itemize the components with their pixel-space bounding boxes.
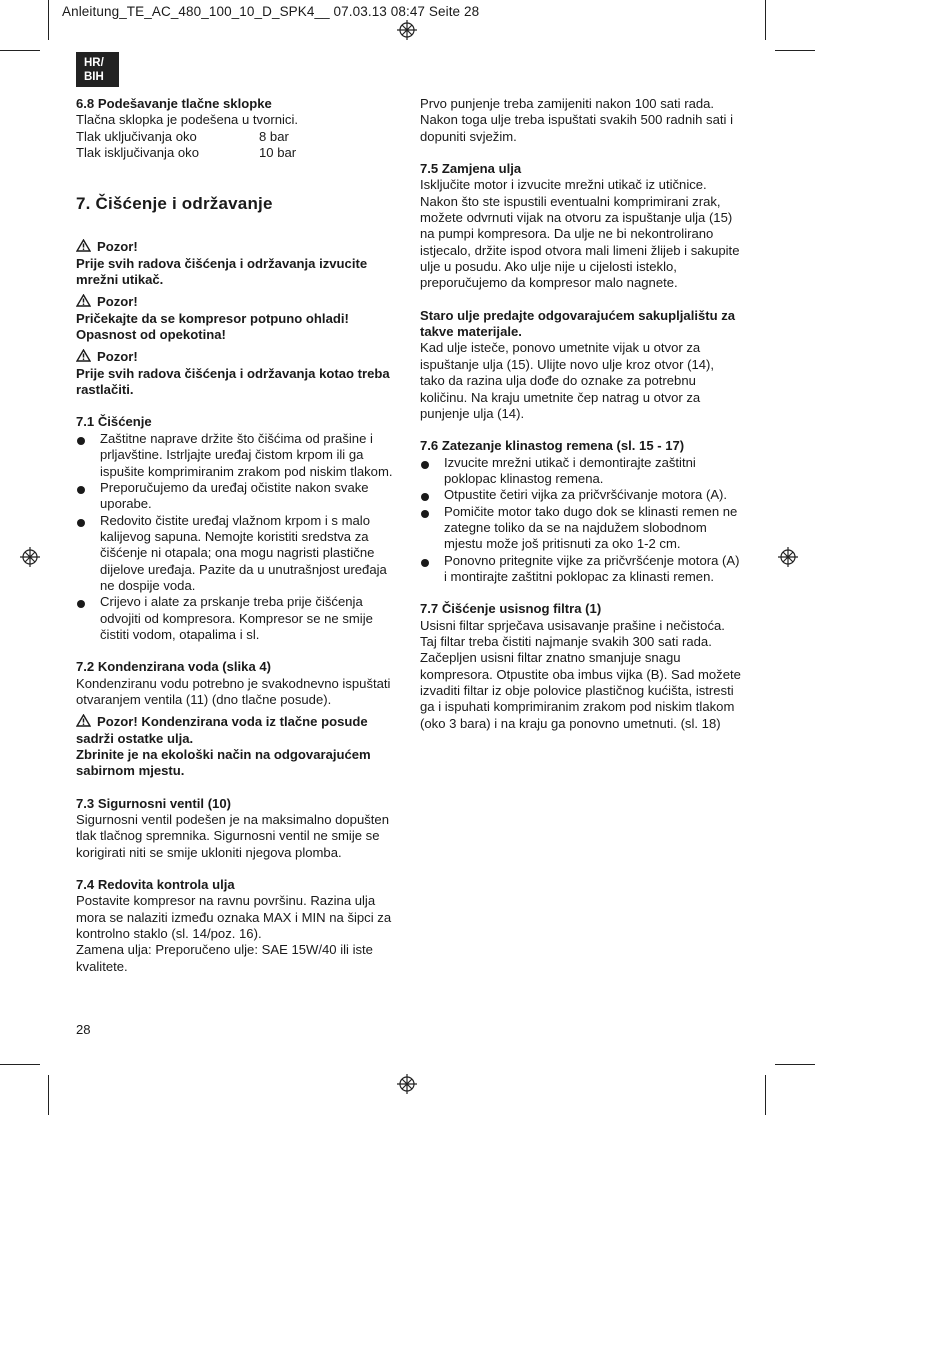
warning-text: Prije svih radova čišćenja i održavanja izvucite mrežni utikač.	[76, 255, 368, 288]
section-title-7-5: 7.5 Zamjena ulja	[420, 161, 522, 177]
warning-text: Pričekajte da se kompresor potpuno ohladi! Opasnost od opekotina!	[76, 310, 349, 343]
list-item: Redovito čistite uređaj vlažnom krpom i s malo kalijevog sapuna. Nemojte koristiti sredstva za čišćenje ni otapala; ona mogu nagristi plastične dijelove uređaja. Pazite da u unutrašnjost uređaja ne dospije voda.	[76, 513, 398, 595]
paragraph: Postavite kompresor na ravnu površinu. Razina ulja mora se nalaziti između oznaka MAX i MIN na šipci za kontrolno staklo (sl. 14/poz. 16).	[76, 893, 392, 942]
language-badge	[76, 52, 119, 87]
section-title-7-6: 7.6 Zatezanje klinastog remena (sl. 15 - 17)	[420, 438, 685, 454]
paragraph: Sigurnosni ventil podešen je na maksimalno dopušten tlak tlačnog spremnika. Sigurnosni ventil ne smije se korigirati niti se smije ukloniti njegova plomba.	[76, 812, 389, 860]
warning-triangle-icon	[76, 714, 91, 727]
registration-mark-icon	[20, 547, 40, 567]
language-badge-line: HR/	[84, 57, 104, 69]
spec-value: 8 bar	[259, 128, 289, 144]
warning-text-inline: Pozor! Kondenzirana voda iz tlačne posude sadrži ostatke ulja.	[76, 714, 368, 746]
list-item: Pomičite motor tako dugo dok se klinasti remen ne zategne toliko da se na najdužem slobodnom mjestu može još pritisnuti za oko 1-2 cm.	[420, 504, 742, 553]
warning-title: Pozor!	[97, 294, 138, 310]
registration-mark-icon	[397, 20, 417, 40]
page-number: 28	[76, 1022, 91, 1037]
crop-mark	[765, 0, 766, 40]
left-column	[76, 96, 398, 975]
right-column	[420, 96, 742, 732]
warning-heading	[76, 294, 398, 310]
bullet-list	[420, 455, 742, 586]
file-header: Anleitung_TE_AC_480_100_10_D_SPK4__ 07.03.13 08:47 Seite 28	[62, 4, 480, 19]
paragraph: Zamena ulja: Preporučeno ulje: SAE 15W/40 ili iste kvalitete.	[76, 942, 373, 974]
registration-mark-icon	[778, 547, 798, 567]
crop-mark	[775, 1064, 815, 1065]
chapter-title: 7. Čišćenje i održavanje	[76, 194, 273, 214]
paragraph: Isključite motor i izvucite mrežni utikač iz utičnice. Nakon što ste ispustili eventualni komprimirani zrak, možete odvrnuti vijak na otvoru za ispuštanje ulja (15) na pumpi kompresora. Da ulje ne bi nekontrolirano istjecalo, držite ispod otvora mali limeni žlijeb i sakupite ulje u posudu. Ako ulje nije u cijelosti isteklo, preporučujemo da kompresor malo nagnete.	[420, 177, 740, 291]
paragraph: Prvo punjenje treba zamijeniti nakon 100 sati rada. Nakon toga ulje treba ispuštati svakih 500 radnih sati i dopuniti svježim.	[420, 96, 733, 144]
list-item: Zaštitne naprave držite što čišćima od prašine i prljavštine. Istrljajte uređaj čistom krpom ili ga ispušite komprimiranim zrakom pod niskim tlakom.	[76, 431, 398, 480]
section-title-7-1: 7.1 Čišćenje	[76, 414, 152, 430]
section-title-7-7: 7.7 Čišćenje usisnog filtra (1)	[420, 601, 602, 617]
warning-heading	[76, 239, 398, 255]
paragraph: Kad ulje isteče, ponovo umetnite vijak u otvor za ispuštanje ulja (15). Ulijte novo ulje kroz otvor (14), tako da razina ulja dođe do oznake za potrebnu količinu. Na kraju umetnite čep natrag u otvor za punjenje ulja (14).	[420, 340, 715, 421]
language-badge-line: BIH	[84, 71, 104, 83]
spec-label: Tlak isključivanja oko	[76, 145, 199, 161]
crop-mark	[0, 1064, 40, 1065]
spec-value: 10 bar	[259, 145, 297, 161]
paragraph: Usisni filtar sprječava usisavanje prašine i nečistoća. Taj filtar treba čistiti najmanje svakih 300 sati rada. Začepljen usisni filtar znatno smanjuje snagu kompresora. Otpustite oba imbus vijka (B). Sad možete izvaditi filtar iz obje polovice plastičnog kućišta, istresti ga i ispuhati komprimiranim zrakom pod niskim tlakom (oko 3 bara) i na kraju ga ponovno umetnuti. (sl. 18)	[420, 617, 741, 731]
bold-notice: Staro ulje predajte odgovarajućem sakupljalištu za takve materijale.	[420, 307, 736, 340]
warning-text	[76, 714, 398, 747]
list-item: Izvucite mrežni utikač i demontirajte zaštitni poklopac klinastog remena.	[420, 455, 742, 488]
list-item: Crijevo i alate za prskanje treba prije čišćenja odvojiti od kompresora. Kompresor se ne smije čistiti vodom, otapalima i sl.	[76, 594, 398, 643]
section-title-7-3: 7.3 Sigurnosni ventil (10)	[76, 795, 231, 811]
crop-mark	[48, 0, 49, 40]
section-title-7-4: 7.4 Redovita kontrola ulja	[76, 877, 235, 893]
spec-row	[76, 145, 398, 161]
registration-mark-icon	[397, 1074, 417, 1094]
warning-triangle-icon	[76, 349, 91, 362]
warning-title: Pozor!	[97, 239, 138, 255]
paragraph: Kondenziranu vodu potrebno je svakodnevno ispuštati otvaranjem ventila (11) (dno tlačne posude).	[76, 675, 391, 707]
list-item: Preporučujemo da uređaj očistite nakon svake uporabe.	[76, 480, 398, 513]
warning-text: Zbrinite je na ekološki način na odgovarajućem sabirnom mjestu.	[76, 747, 371, 779]
list-item: Ponovno pritegnite vijke za pričvršćenje motora (A) i montirajte zaštitni poklopac za klinasti remen.	[420, 553, 742, 586]
crop-mark	[775, 50, 815, 51]
warning-heading	[76, 349, 398, 365]
list-item: Otpustite četiri vijka za pričvršćivanje motora (A).	[420, 487, 742, 503]
section-title-7-2: 7.2 Kondenzirana voda (slika 4)	[76, 659, 272, 675]
crop-mark	[0, 50, 40, 51]
section-title-6-8: 6.8 Podešavanje tlačne sklopke	[76, 96, 272, 111]
spec-label: Tlak uključivanja oko	[76, 128, 197, 144]
bullet-list	[76, 431, 398, 643]
warning-text: Prije svih radova čišćenja i održavanja kotao treba rastlačiti.	[76, 365, 390, 398]
paragraph: Tlačna sklopka je podešena u tvornici.	[76, 112, 298, 128]
warning-triangle-icon	[76, 294, 91, 307]
spec-row	[76, 129, 398, 145]
warning-title: Pozor!	[97, 349, 138, 365]
crop-mark	[765, 1075, 766, 1115]
warning-triangle-icon	[76, 239, 91, 252]
crop-mark	[48, 1075, 49, 1115]
